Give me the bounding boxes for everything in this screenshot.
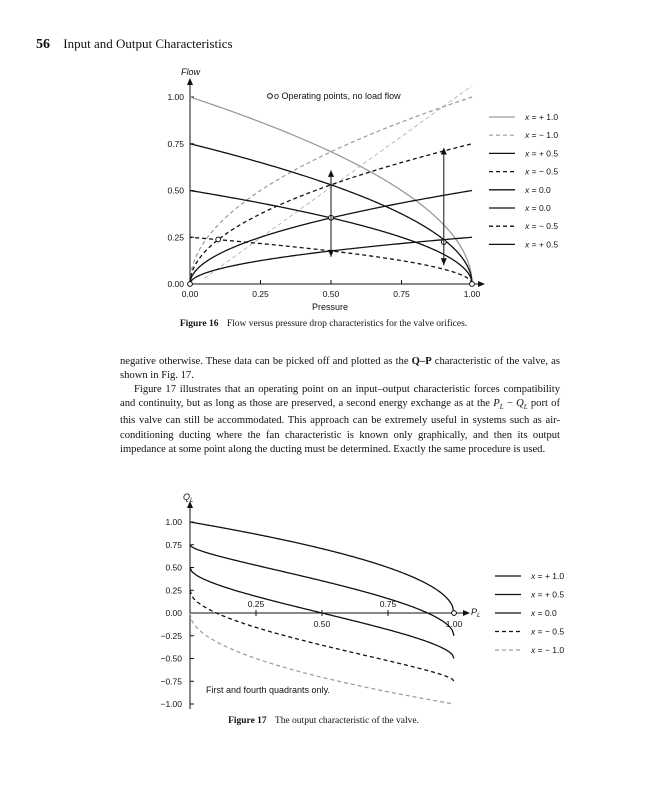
- fig17-y-tick-label: 0.25: [165, 585, 182, 596]
- fig16-caption-text: Flow versus pressure drop characteristics for the valve orifices.: [226, 319, 468, 329]
- page-number: 56: [36, 37, 50, 52]
- fig16-x-axis-label: Pressure: [312, 302, 349, 312]
- fig16-x-tick-label: 0.00: [181, 289, 199, 299]
- fig17-caption-label: Figure 17: [228, 716, 267, 726]
- fig16-caption-label: Figure 16: [179, 319, 219, 329]
- legend-label: x = + 0.5: [525, 239, 559, 250]
- legend-label: x = + 1.0: [525, 112, 559, 122]
- fig16-arrow-head: [441, 258, 447, 265]
- fig17-y-axis-label: $Q_L$: [183, 492, 194, 504]
- fig16-y-tick-label: 0.75: [167, 138, 184, 149]
- fig16-x-axis-arrow: [478, 281, 485, 287]
- legend-label: x = 0.0: [525, 203, 551, 213]
- running-title: Input and Output Characteristics: [63, 36, 233, 51]
- fig17-y-tick-label: −0.50: [160, 653, 182, 664]
- fig17-annotation: First and fourth quadrants only.: [206, 685, 330, 695]
- fig17-series-line: [190, 590, 454, 681]
- figure-17-caption: [0, 716, 647, 726]
- fig17-y-tick-label: 0.75: [165, 539, 182, 550]
- fig17-y-tick-label: 1.00: [165, 517, 182, 527]
- legend-label: x = − 0.5: [525, 221, 559, 232]
- fig17-x-axis-label: $P_L$: [471, 607, 481, 619]
- legend-label: x = − 0.5: [525, 166, 559, 177]
- paragraph-1: negative otherwise. These data can be picked off and plotted as the Q–P characteristic of the valve, as shown in Fig. 17.: [120, 356, 560, 382]
- fig16-annotation-marker: [268, 94, 273, 99]
- fig16-x-tick-label: 0.25: [252, 289, 269, 299]
- figure-17-chart: [0, 480, 647, 780]
- fig17-caption-text: The output characteristic of the valve.: [274, 716, 419, 726]
- fig16-x-tick-label: 1.00: [463, 289, 481, 299]
- legend-label: x = 0.0: [525, 184, 551, 195]
- fig16-arrow-head: [328, 170, 334, 177]
- fig16-annotation: o Operating points, no load flow: [274, 91, 401, 101]
- fig16-x-tick-label: 0.75: [393, 289, 410, 299]
- fig16-y-axis-label: Flow: [181, 67, 201, 77]
- legend-label: x = + 0.5: [531, 589, 565, 600]
- figure-16-chart: [0, 0, 647, 320]
- legend-label: x = 0.0: [531, 608, 557, 618]
- fig16-y-tick-label: 0.00: [167, 279, 184, 289]
- fig17-y-tick-label: −1.00: [160, 699, 182, 709]
- legend-label: x = + 1.0: [531, 571, 565, 581]
- fig17-x-tick-label: 0.50: [313, 619, 331, 629]
- legend-label: x = − 1.0: [525, 130, 559, 141]
- fig17-x-tick-label: 0.75: [379, 599, 397, 609]
- fig16-x-tick-label: 0.50: [322, 289, 340, 299]
- fig16-y-tick-label: 0.25: [167, 232, 184, 243]
- fig16-operating-point: [216, 237, 221, 242]
- fig17-zero-point: [452, 611, 457, 616]
- legend-label: x = − 1.0: [531, 645, 565, 655]
- fig16-y-axis-arrow: [187, 78, 193, 85]
- fig17-x-axis-arrow: [463, 610, 470, 616]
- fig16-noload-point: [188, 282, 193, 287]
- fig16-y-tick-label: 0.50: [167, 185, 184, 196]
- fig17-y-tick-label: −0.25: [160, 630, 182, 641]
- fig17-x-tick-label: 0.25: [247, 599, 265, 609]
- fig17-x-tick-label: 1.00: [445, 619, 463, 629]
- fig16-arrow-head: [328, 250, 334, 257]
- paragraph-2: Figure 17 illustrates that an operating point on an input–output characteristic forces compatibility and continuity, but as long as those are preserved, a second energy exchange as at the $P_L - Q_L$ port of this valve can still be accommodated. This approach can be extremely useful in systems such as air-conditioning ducting where the fan characteristic is known only graphically, and then its output impedance at some point along the ducting must be determined. Exactly the same procedure is used.: [120, 384, 561, 455]
- fig17-y-tick-label: 0.50: [165, 562, 182, 573]
- legend-label: x = − 0.5: [531, 626, 565, 637]
- fig17-y-tick-label: −0.75: [160, 676, 182, 687]
- fig16-noload-point: [470, 282, 475, 287]
- figure-16-caption: [0, 319, 647, 329]
- fig16-y-tick-label: 1.00: [167, 92, 184, 102]
- fig17-series-line: [190, 522, 454, 613]
- body-text: [120, 355, 560, 457]
- legend-label: x = + 0.5: [525, 148, 559, 159]
- fig17-y-tick-label: 0.00: [165, 608, 182, 618]
